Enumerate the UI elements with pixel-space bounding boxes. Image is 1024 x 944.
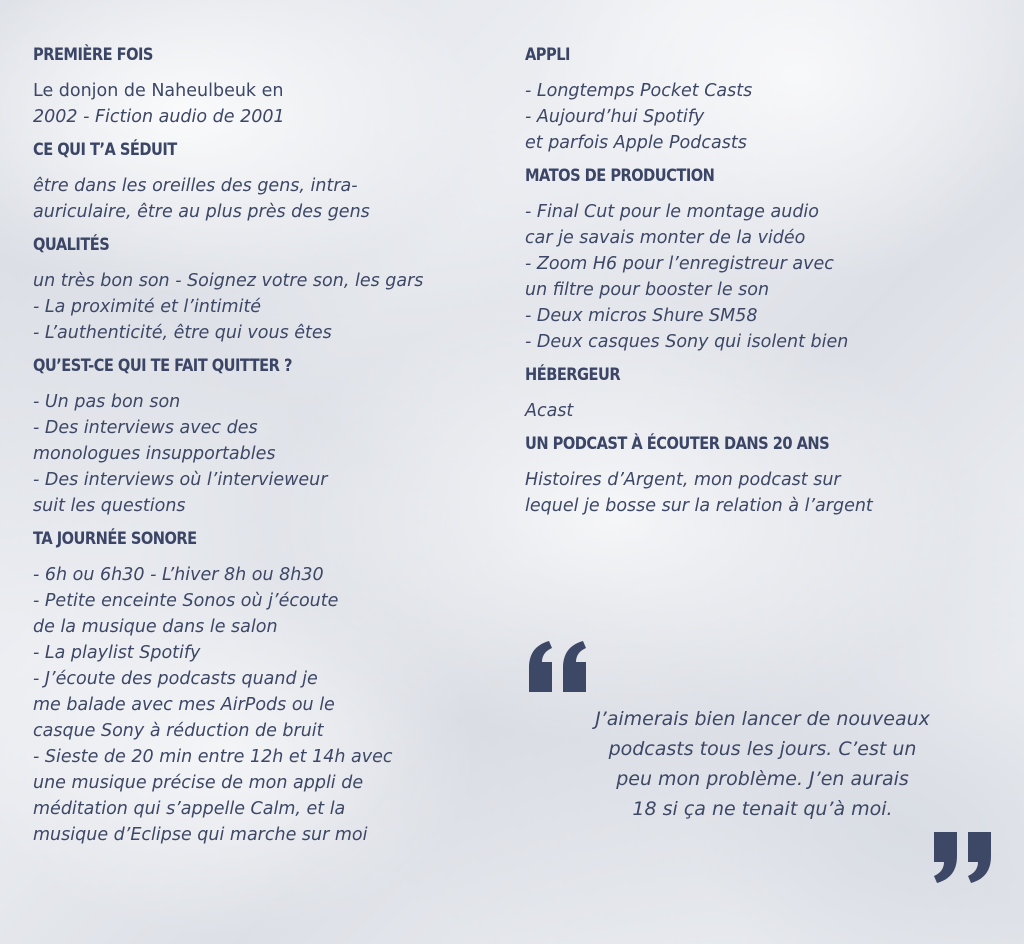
body-line: Le donjon de Naheulbeuk en	[33, 81, 284, 101]
section-quitter	[33, 355, 503, 519]
quote-text	[525, 704, 1000, 824]
section-body	[33, 389, 503, 519]
section-premiere-fois	[33, 44, 503, 130]
section-body	[525, 398, 995, 424]
body-line: musique d’Eclipse qui marche sur moi	[33, 825, 368, 845]
body-line: une musique précise de mon appli de	[33, 773, 364, 793]
section-heading: HÉBERGEUR	[525, 365, 621, 385]
body-line: - Petite enceinte Sonos où j’écoute	[33, 591, 339, 611]
section-body	[525, 467, 995, 519]
body-line: Acast	[525, 401, 574, 421]
section-body	[33, 268, 503, 346]
right-column	[525, 44, 995, 519]
section-heading: MATOS DE PRODUCTION	[525, 166, 715, 186]
section-matos-de-production	[525, 165, 995, 355]
section-body	[33, 562, 503, 848]
body-line: - Zoom H6 pour l’enregistreur avec	[525, 254, 834, 274]
section-heading: CE QUI T’A SÉDUIT	[33, 140, 177, 160]
section-ce-qui-ta-seduit	[33, 139, 503, 225]
section-journee-sonore	[33, 528, 503, 848]
section-heading: TA JOURNÉE SONORE	[33, 529, 197, 549]
section-body	[525, 78, 995, 156]
open-quote-icon	[525, 640, 591, 692]
section-body	[33, 173, 503, 225]
body-line: - 6h ou 6h30 - L’hiver 8h ou 8h30	[33, 565, 324, 585]
body-line: un filtre pour booster le son	[525, 280, 770, 300]
body-line: auriculaire, être au plus près des gens	[33, 202, 370, 222]
body-line: - La proximité et l’intimité	[33, 297, 262, 317]
body-line: de la musique dans le salon	[33, 617, 278, 637]
left-column	[33, 44, 503, 848]
section-heading: APPLI	[525, 45, 570, 65]
body-line: lequel je bosse sur la relation à l’argent	[525, 496, 873, 516]
body-line: car je savais monter de la vidéo	[525, 228, 806, 248]
section-podcast-20-ans	[525, 433, 995, 519]
section-body	[525, 199, 995, 355]
section-heading: UN PODCAST À ÉCOUTER DANS 20 ANS	[525, 434, 830, 454]
section-hebergeur	[525, 364, 995, 424]
body-line: monologues insupportables	[33, 444, 276, 464]
body-line: Histoires d’Argent, mon podcast sur	[525, 470, 841, 490]
quote-line: 18 si ça ne tenait qu’à moi.	[632, 798, 893, 820]
section-heading: QUALITÉS	[33, 235, 110, 255]
body-line: 2002 - Fiction audio de 2001	[33, 107, 285, 127]
quote-line: podcasts tous les jours. C’est un	[608, 738, 917, 760]
section-qualites	[33, 234, 503, 346]
body-line: et parfois Apple Podcasts	[525, 133, 747, 153]
body-line: - Un pas bon son	[33, 392, 181, 412]
body-line: - Deux casques Sony qui isolent bien	[525, 332, 849, 352]
body-line: - Des interviews avec des	[33, 418, 258, 438]
section-body	[33, 78, 503, 130]
body-line: - La playlist Spotify	[33, 643, 201, 663]
body-line: méditation qui s’appelle Calm, et la	[33, 799, 346, 819]
body-line: - Des interviews où l’intervieweur	[33, 470, 328, 490]
body-line: - Longtemps Pocket Casts	[525, 81, 753, 101]
close-quote-icon	[929, 832, 995, 884]
body-line: - Aujourd’hui Spotify	[525, 107, 705, 127]
body-line: casque Sony à réduction de bruit	[33, 721, 324, 741]
pull-quote	[525, 640, 1000, 895]
body-line: être dans les oreilles des gens, intra-	[33, 176, 358, 196]
body-line: me balade avec mes AirPods ou le	[33, 695, 335, 715]
body-line: suit les questions	[33, 496, 186, 516]
body-line: - Sieste de 20 min entre 12h et 14h avec	[33, 747, 393, 767]
quote-line: J’aimerais bien lancer de nouveaux	[595, 708, 930, 730]
body-line: - Deux micros Shure SM58	[525, 306, 758, 326]
body-line: - J’écoute des podcasts quand je	[33, 669, 318, 689]
body-line: un très bon son - Soignez votre son, les gars	[33, 271, 424, 291]
quote-line: peu mon problème. J’en aurais	[616, 768, 909, 790]
body-line: - Final Cut pour le montage audio	[525, 202, 819, 222]
section-heading: QU’EST-CE QUI TE FAIT QUITTER ?	[33, 356, 292, 376]
body-line: - L’authenticité, être qui vous êtes	[33, 323, 332, 343]
section-heading: PREMIÈRE FOIS	[33, 45, 153, 65]
section-appli	[525, 44, 995, 156]
